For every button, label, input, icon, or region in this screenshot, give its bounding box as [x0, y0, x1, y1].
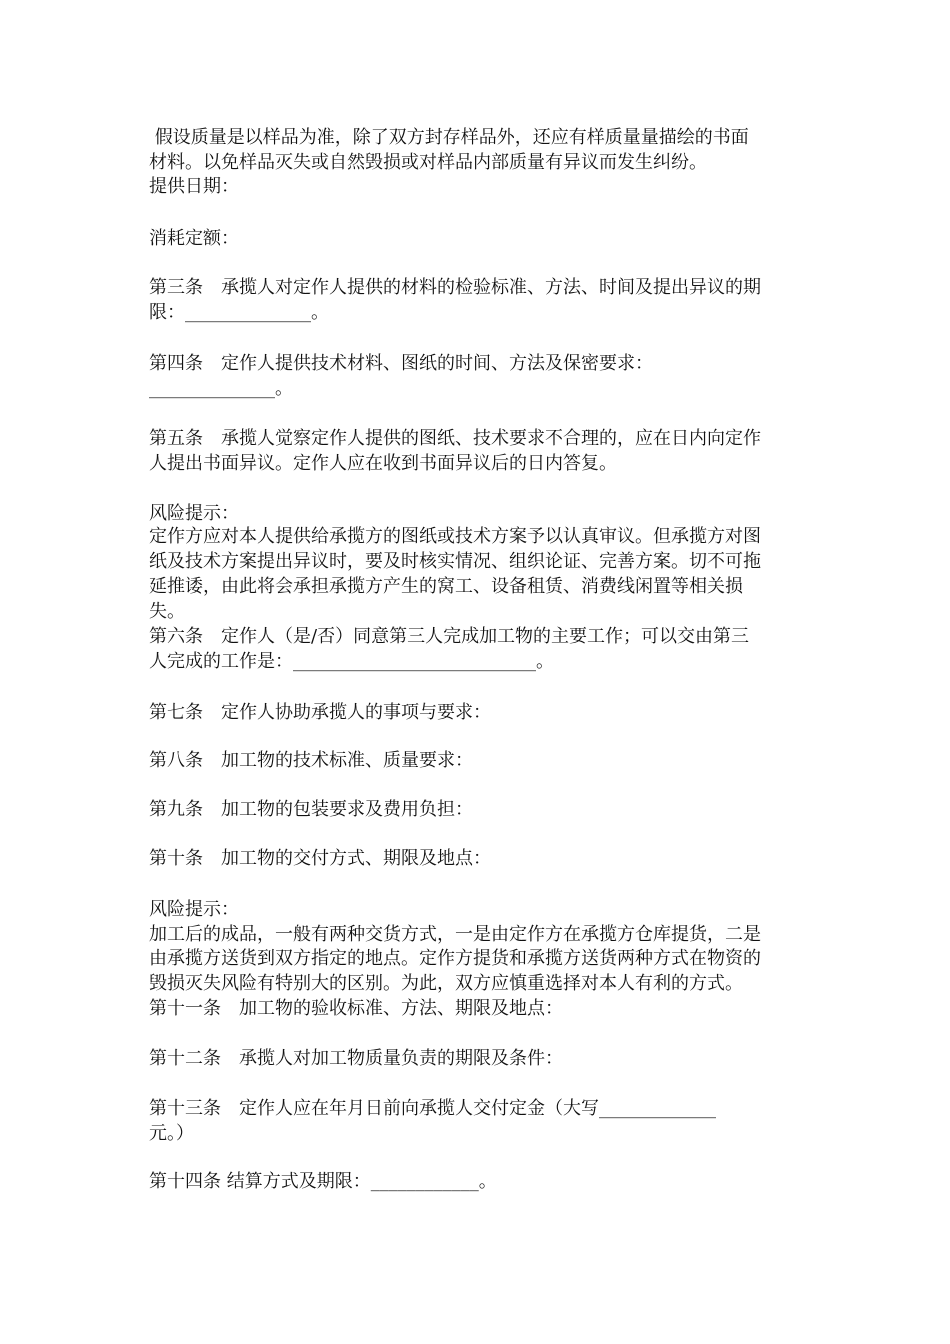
text-line: ______________。	[149, 378, 293, 399]
text-line: 第四条 定作人提供技术材料、图纸的时间、方法及保密要求：	[149, 353, 653, 374]
text-line: 延推诿，由此将会承担承揽方产生的窝工、设备租赁、消费线闲置等相关损	[149, 576, 743, 597]
text-line: 风险提示：	[149, 899, 239, 920]
text-line: 第六条 定作人（是/否）同意第三人完成加工物的主要工作；可以交由第三	[149, 626, 750, 647]
text-line: 由承揽方送货到双方指定的地点。定作方提货和承揽方送货两种方式在物资的	[149, 948, 761, 969]
text-line: 第十四条 结算方式及期限：____________。	[149, 1171, 497, 1192]
text-line: 材料。以免样品灭失或自然毁损或对样品内部质量有异议而发生纠纷。	[149, 152, 707, 173]
text-line: 定作方应对本人提供给承揽方的图纸或技术方案予以认真审议。但承揽方对图	[149, 526, 761, 547]
text-line: 第十一条 加工物的验收标准、方法、期限及地点：	[149, 998, 563, 1019]
text-line: 元。）	[149, 1123, 194, 1144]
text-line: 限：______________。	[149, 302, 329, 323]
text-line: 第八条 加工物的技术标准、质量要求：	[149, 750, 473, 771]
text-line: 第十条 加工物的交付方式、期限及地点：	[149, 848, 491, 869]
text-line: 消耗定额：	[149, 228, 239, 249]
text-line: 假设质量是以样品为准，除了双方封存样品外，还应有样质量量描绘的书面	[149, 127, 749, 148]
text-line: 人完成的工作是：___________________________。	[149, 651, 554, 672]
text-line: 毁损灭失风险有特别大的区别。为此，双方应慎重选择对本人有利的方式。	[149, 973, 743, 994]
text-line: 第九条 加工物的包装要求及费用负担：	[149, 799, 473, 820]
text-line: 第十三条 定作人应在年月日前向承揽人交付定金（大写_____________	[149, 1098, 716, 1119]
text-line: 第十二条 承揽人对加工物质量负责的期限及条件：	[149, 1048, 563, 1069]
text-line: 失。	[149, 601, 185, 622]
text-line: 第七条 定作人协助承揽人的事项与要求：	[149, 702, 491, 723]
text-line: 加工后的成品，一般有两种交货方式，一是由定作方在承揽方仓库提货，二是	[149, 924, 761, 945]
text-line: 人提出书面异议。定作人应在收到书面异议后的日内答复。	[149, 453, 617, 474]
text-line: 提供日期：	[149, 176, 239, 197]
text-line: 纸及技术方案提出异议时，要及时核实情况、组织论证、完善方案。切不可拖	[149, 551, 761, 572]
text-line: 第三条 承揽人对定作人提供的材料的检验标准、方法、时间及提出异议的期	[149, 277, 761, 298]
text-line: 第五条 承揽人觉察定作人提供的图纸、技术要求不合理的，应在日内向定作	[149, 428, 761, 449]
text-line: 风险提示：	[149, 503, 239, 524]
